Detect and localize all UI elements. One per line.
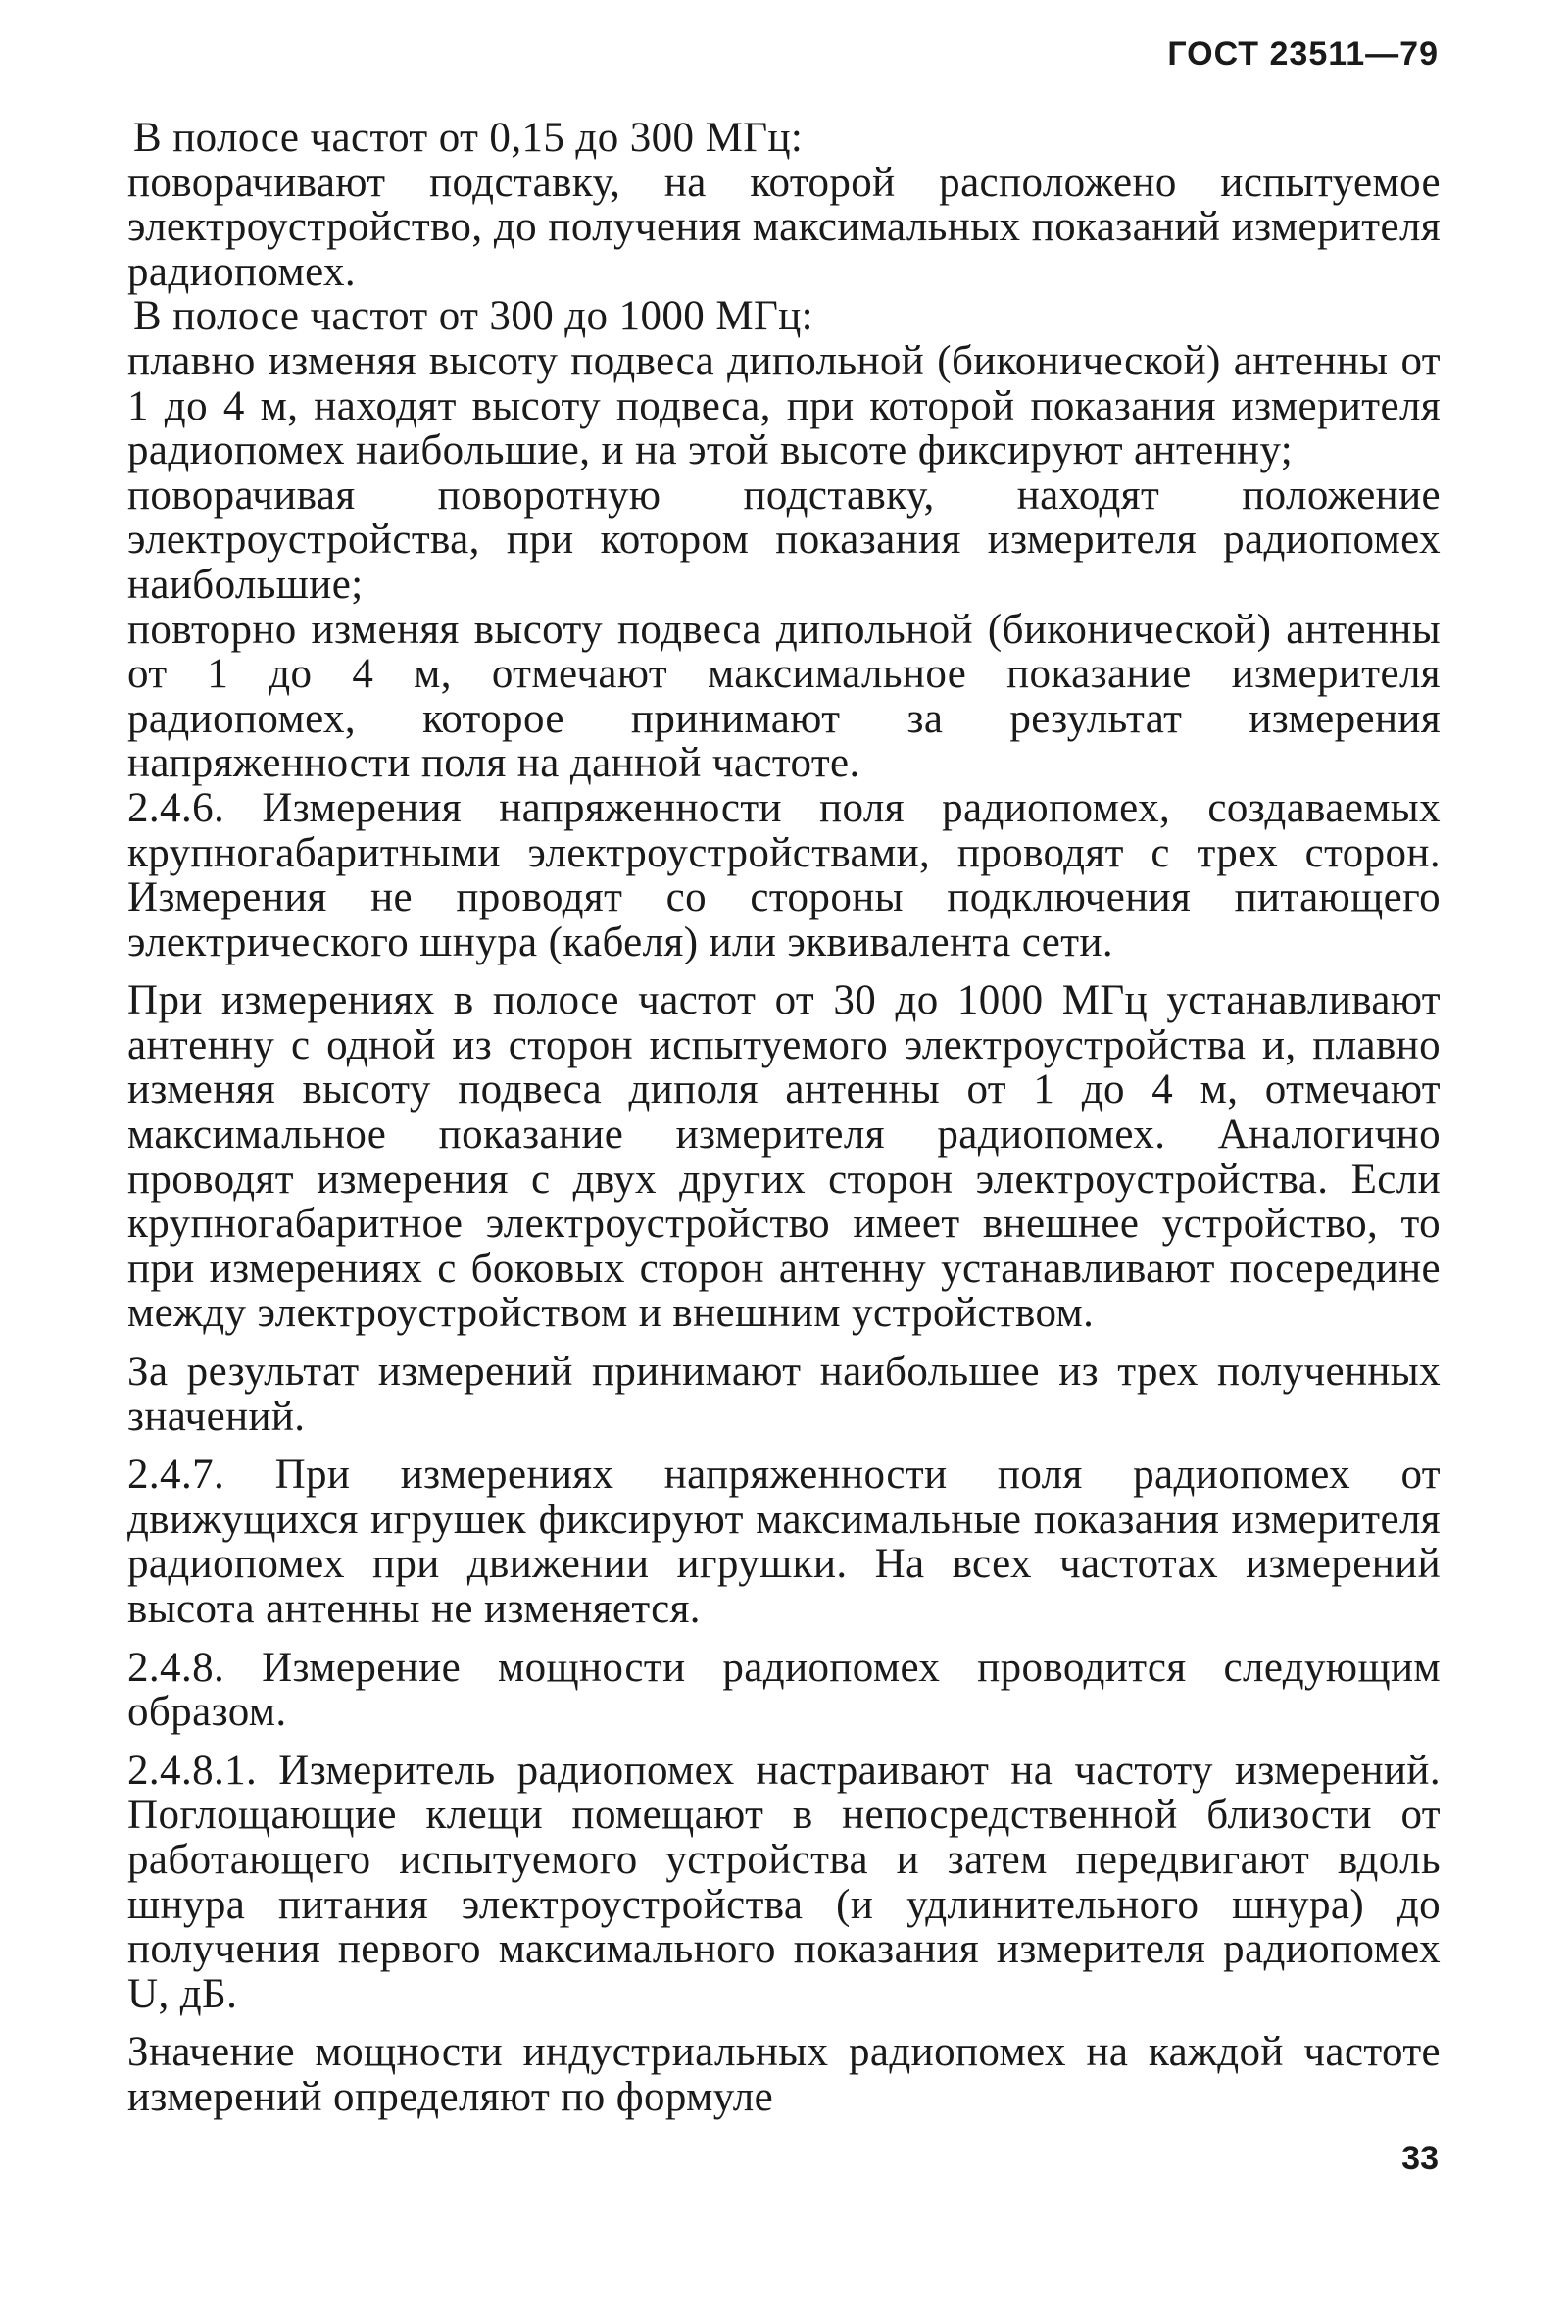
document-header: ГОСТ 23511—79: [1167, 35, 1439, 73]
paragraph: Значение мощности индустриальных радиопомех на каждой частоте измерений определяют по формуле: [127, 2029, 1441, 2120]
paragraph-section-2-4-8: 2.4.8. Измерение мощности радиопомех проводится следующим образом.: [127, 1644, 1441, 1736]
paragraph: При измерениях в полосе частот от 30 до 1000 МГц устанавливают антенну с одной из сторон испытуемого электроустройства и, плавно изменяя высоту подвеса диполя антенны от 1 до 4 м, отмечают максимальное показание измерителя радиопомех. Аналогично проводят измерения с двух других сторон электроустройства. Если крупногабаритное электроустройство имеет внешнее устройство, то при измерениях с боковых сторон антенну устанавливают посередине между электроустройством и внешним устройством.: [127, 977, 1441, 1337]
paragraph: В полосе частот от 0,15 до 300 МГц:: [133, 115, 804, 161]
paragraph-section-2-4-7: 2.4.7. При измерениях напряженности поля радиопомех от движущихся игрушек фиксируют максимальные показания измерителя радиопомех при движении игрушки. На всех частотах измерений высота антенны не изменяется.: [127, 1452, 1441, 1632]
paragraph: За результат измерений принимают наибольшее из трех полученных значений.: [127, 1349, 1441, 1440]
paragraph: поворачивая поворотную подставку, находят положение электроустройства, при котором показания измерителя радиопомех наибольшие;: [127, 471, 1441, 608]
paragraph: плавно изменяя высоту подвеса дипольной (биконической) антенны от 1 до 4 м, находят высоту подвеса, при которой показания измерителя радиопомех наибольшие, и на этой высоте фиксируют антенну;: [127, 337, 1441, 474]
paragraph-section-2-4-8-1: 2.4.8.1. Измеритель радиопомех настраивают на частоту измерений. Поглощающие клещи помещают в непосредственной близости от работающего испытуемого устройства и затем передвигают вдоль шнура питания электроустройства (и удлинительного шнура) до получения первого максимального показания измерителя радиопомех U, дБ.: [127, 1747, 1441, 2017]
paragraph: В полосе частот от 300 до 1000 МГц:: [133, 293, 814, 340]
document-body: [127, 116, 1441, 2120]
paragraph: повторно изменяя высоту подвеса дипольной (биконической) антенны от 1 до 4 м, отмечают максимальное показание измерителя радиопомех, которое принимают за результат измерения напряженности поля на данной частоте.: [127, 606, 1441, 787]
paragraph: поворачивают подставку, на которой расположено испытуемое электроустройство, до получения максимальных показаний измерителя радиопомех.: [127, 159, 1441, 295]
paragraph-section-2-4-6: 2.4.6. Измерения напряженности поля радиопомех, создаваемых крупногабаритными электроустройствами, проводят с трех сторон. Измерения не проводят со стороны подключения питающего электрического шнура (кабеля) или эквивалента сети.: [127, 784, 1441, 965]
page-number: 33: [1401, 2140, 1439, 2177]
